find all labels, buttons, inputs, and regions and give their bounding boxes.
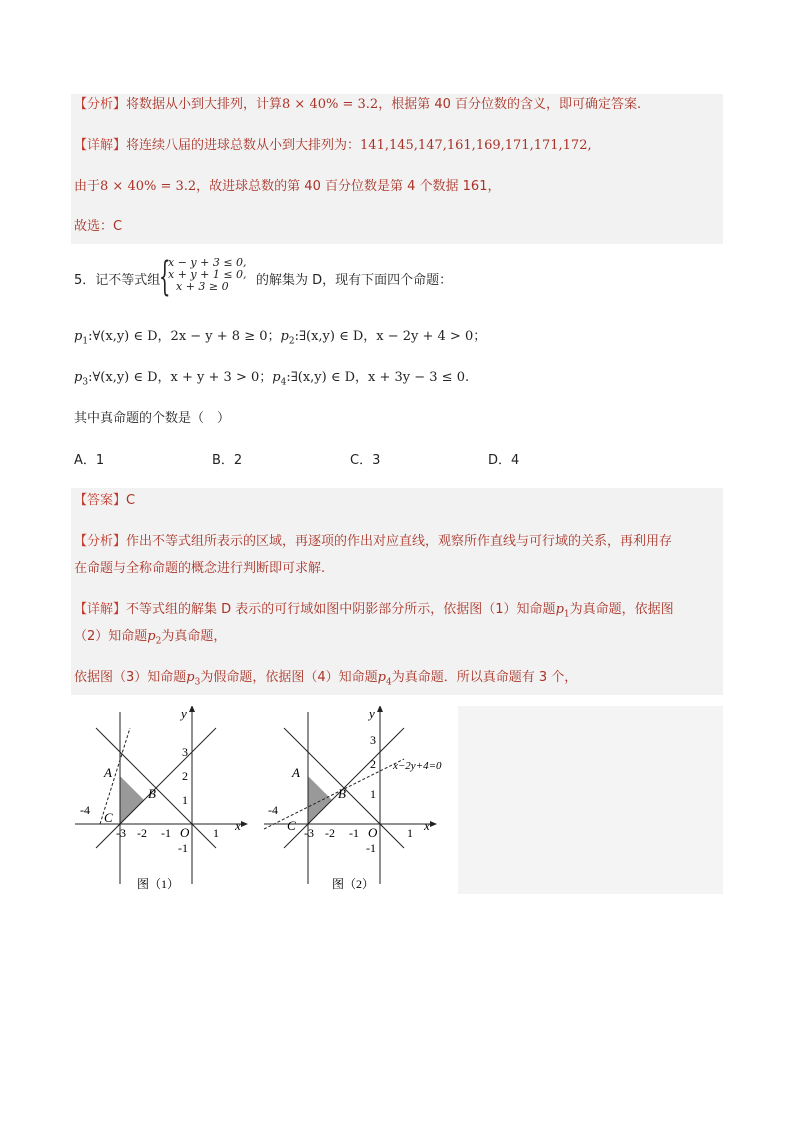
tick-y-3: 3 xyxy=(182,745,188,759)
analysis2-line-1: 【分析】作出不等式组所表示的区域，再逐项的作出对应直线，观察所作直线与可行域的关系，再利用存 xyxy=(74,534,673,549)
answer-line: 【答案】C xyxy=(74,493,136,508)
system-brace: { xyxy=(159,254,171,300)
label-x: x xyxy=(424,818,430,833)
tick-y-1: 1 xyxy=(182,793,188,807)
detail2-line-1: 【详解】不等式组的解集 D 表示的可行域如图中阴影部分所示，依据图（1）知命题$p_1$为真命题，依据图 xyxy=(74,602,674,620)
detail-tag: 【详解】 xyxy=(74,138,127,153)
tick-x-1: 1 xyxy=(407,826,413,840)
figure-1-caption: 图（1） xyxy=(137,877,180,891)
label-y: y xyxy=(369,706,375,721)
tick-x-neg4: -4 xyxy=(80,803,90,817)
tick-y-2: 2 xyxy=(182,769,188,783)
tick-y-neg1: -1 xyxy=(178,841,188,855)
question-stem: 5．记不等式组 xyxy=(74,273,161,288)
option-b: B．2 xyxy=(212,453,243,468)
dashed-line-label: x−2y+4=0 xyxy=(393,760,442,772)
option-d: D．4 xyxy=(488,453,520,468)
figure-1 xyxy=(71,706,266,894)
label-origin: O xyxy=(180,825,190,840)
tick-y-1: 1 xyxy=(370,787,376,801)
question-prompt: 其中真命题的个数是（ ） xyxy=(74,411,231,426)
tick-x-neg3: -3 xyxy=(116,826,126,840)
question-stem-end: 的解集为 D，现有下面四个命题： xyxy=(256,273,453,288)
tick-x-neg2: -2 xyxy=(325,826,335,840)
label-B: B xyxy=(148,786,156,801)
dashed-line-p2 xyxy=(264,759,404,829)
propositions-line-1: $p_1:\forall(x,y)$ ∈ D，2x − y + 8 ≥ 0；$p_2:\exists(x,y)$ ∈ D，x − 2y + 4 > 0； xyxy=(74,329,487,347)
label-C: C xyxy=(104,810,113,825)
detail-line-1: 【详解】将连续八届的进球总数从小到大排列为：141,145,147,161,169,171,171,172, xyxy=(74,138,592,153)
solution-block-2 xyxy=(71,488,723,695)
figure-2-caption: 图（2） xyxy=(332,877,375,891)
detail-line-2: 由于8 × 40% = 3.2，故进球总数的第 40 百分位数是第 4 个数据 161， xyxy=(74,179,501,194)
label-A: A xyxy=(104,765,112,780)
tick-y-2: 2 xyxy=(370,757,376,771)
tick-x-neg1: -1 xyxy=(349,826,359,840)
analysis-tag: 【分析】 xyxy=(74,97,127,112)
detail2-line-2: （2）知命题$p_2$为真命题， xyxy=(74,629,227,647)
tick-x-1: 1 xyxy=(213,826,219,840)
tick-y-neg1: -1 xyxy=(366,841,376,855)
tick-x-neg3: -3 xyxy=(304,826,314,840)
propositions-line-2: $p_3:\forall(x,y)$ ∈ D，x + y + 3 > 0；$p_4:\exists(x,y)$ ∈ D，x + 3y − 3 ≤ 0. xyxy=(74,370,470,388)
label-C: C xyxy=(287,818,296,833)
tick-x-neg4: -4 xyxy=(268,803,278,817)
label-B: B xyxy=(338,786,346,801)
analysis-line-1: 【分析】将数据从小到大排列，计算8 × 40% = 3.2，根据第 40 百分位数的含义，即可确定答案. xyxy=(74,97,642,112)
label-y: y xyxy=(181,706,187,721)
figure-2 xyxy=(262,706,458,894)
feasible-region xyxy=(308,776,332,824)
detail2-line-3: 依据图（3）知命题$p_3$为假命题，依据图（4）知命题$p_4$为真命题．所以真命题有 3 个， xyxy=(74,670,578,688)
tick-y-3: 3 xyxy=(370,733,376,747)
tick-x-neg1: -1 xyxy=(161,826,171,840)
label-A: A xyxy=(292,765,300,780)
solution-block-1 xyxy=(71,94,723,244)
feasible-region xyxy=(120,776,144,824)
label-x: x xyxy=(235,818,241,833)
label-origin: O xyxy=(368,825,378,840)
tick-x-neg2: -2 xyxy=(137,826,147,840)
option-a: A．1 xyxy=(74,453,105,468)
detail-line-3: 故选：C xyxy=(74,219,123,234)
analysis2-line-2: 在命题与全称命题的概念进行判断即可求解. xyxy=(74,561,326,576)
option-c: C．3 xyxy=(350,453,381,468)
inequality-system: x − y + 3 ≤ 0, x + y + 1 ≤ 0, x + 3 ≥ 0 xyxy=(168,256,247,293)
